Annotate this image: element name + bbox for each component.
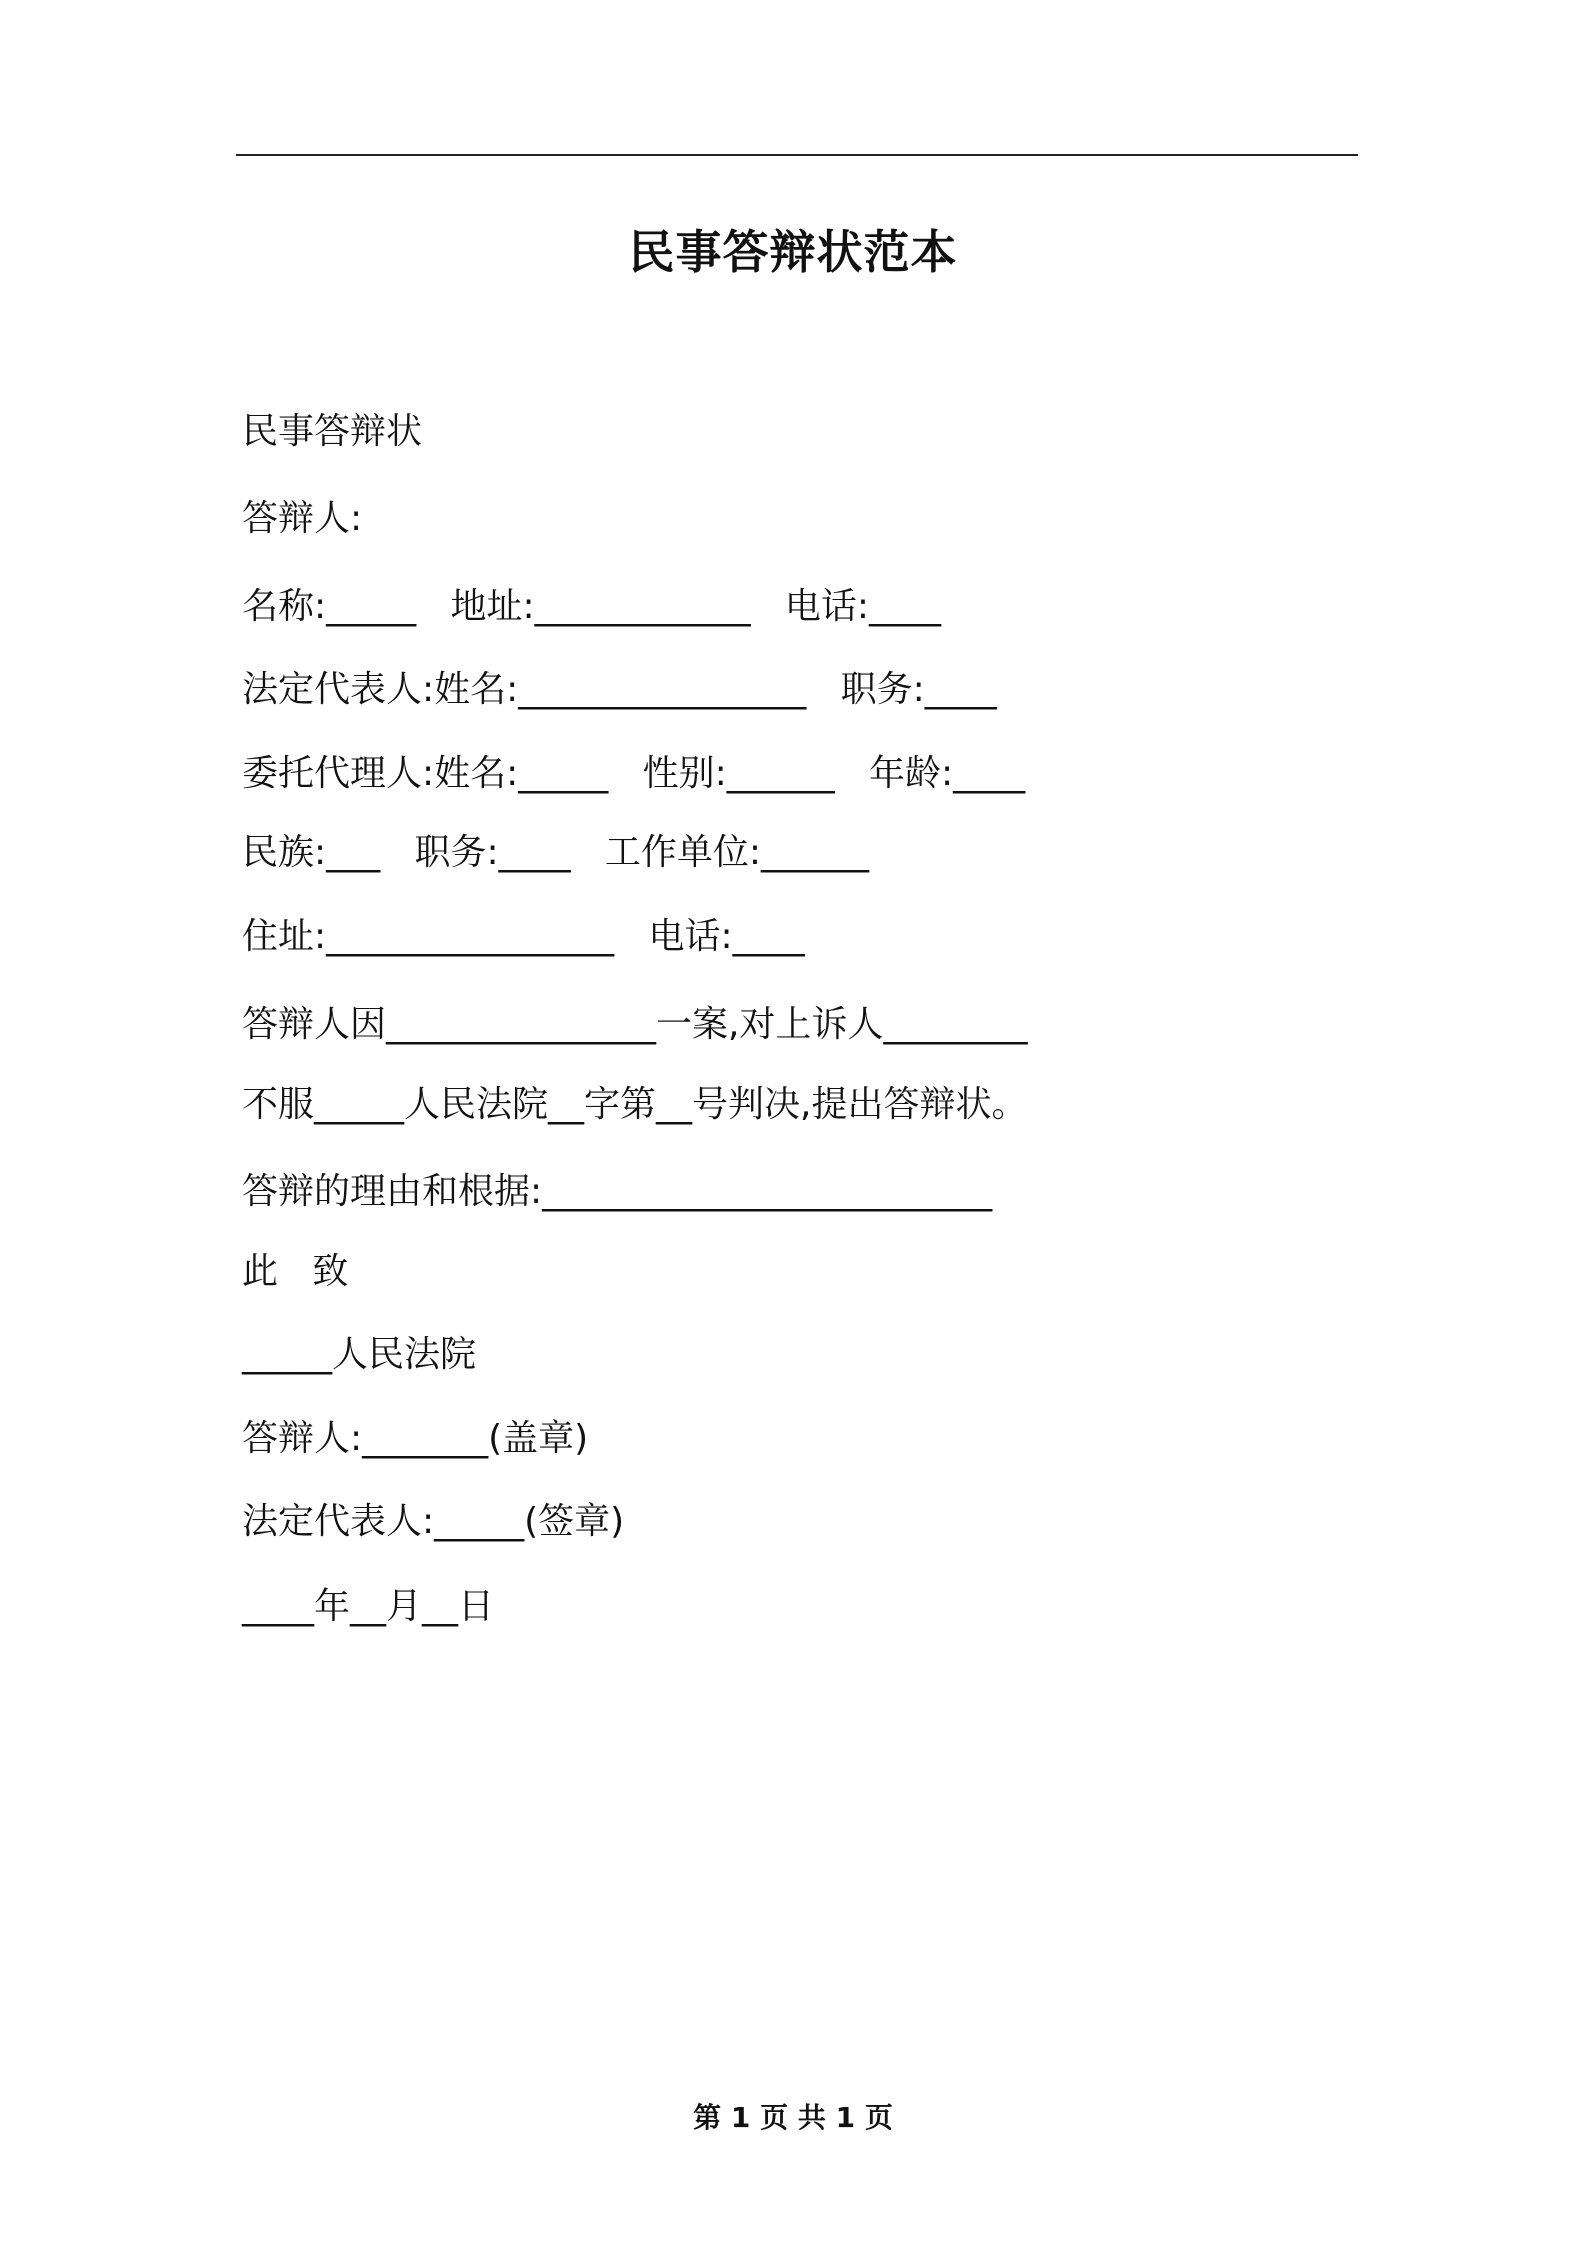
respondent-label: 答辩人:: [242, 498, 363, 539]
case-statement-line-2: 不服_____人民法院__字第__号判决,提出答辩状。: [242, 1084, 1028, 1125]
document-title: 民事答辩状范本: [628, 225, 958, 279]
doc-heading: 民事答辩状: [242, 411, 423, 452]
name-address-phone-line: 名称:_____ 地址:____________ 电话:____: [242, 586, 942, 627]
legal-representative-signature-line: 法定代表人:_____(签章): [242, 1501, 625, 1542]
page-indicator: 第 1 页 共 1 页: [693, 2101, 893, 2134]
salutation: 此 致: [242, 1251, 349, 1292]
header-divider: [236, 154, 1358, 156]
defense-reasons-line: 答辩的理由和根据:_________________________: [242, 1171, 993, 1212]
ethnicity-position-employer-line: 民族:___ 职务:____ 工作单位:______: [242, 832, 870, 873]
date-line: ____年__月__日: [242, 1586, 495, 1627]
case-statement-line-1: 答辩人因_______________一案,对上诉人________: [242, 1004, 1028, 1045]
agent-line: 委托代理人:姓名:_____ 性别:______ 年龄:____: [242, 753, 1026, 794]
respondent-seal-line: 答辩人:_______(盖章): [242, 1418, 589, 1459]
court-addressee: _____人民法院: [242, 1334, 477, 1375]
residence-phone-line: 住址:________________ 电话:____: [242, 916, 805, 957]
legal-representative-line: 法定代表人:姓名:________________ 职务:____: [242, 669, 997, 710]
